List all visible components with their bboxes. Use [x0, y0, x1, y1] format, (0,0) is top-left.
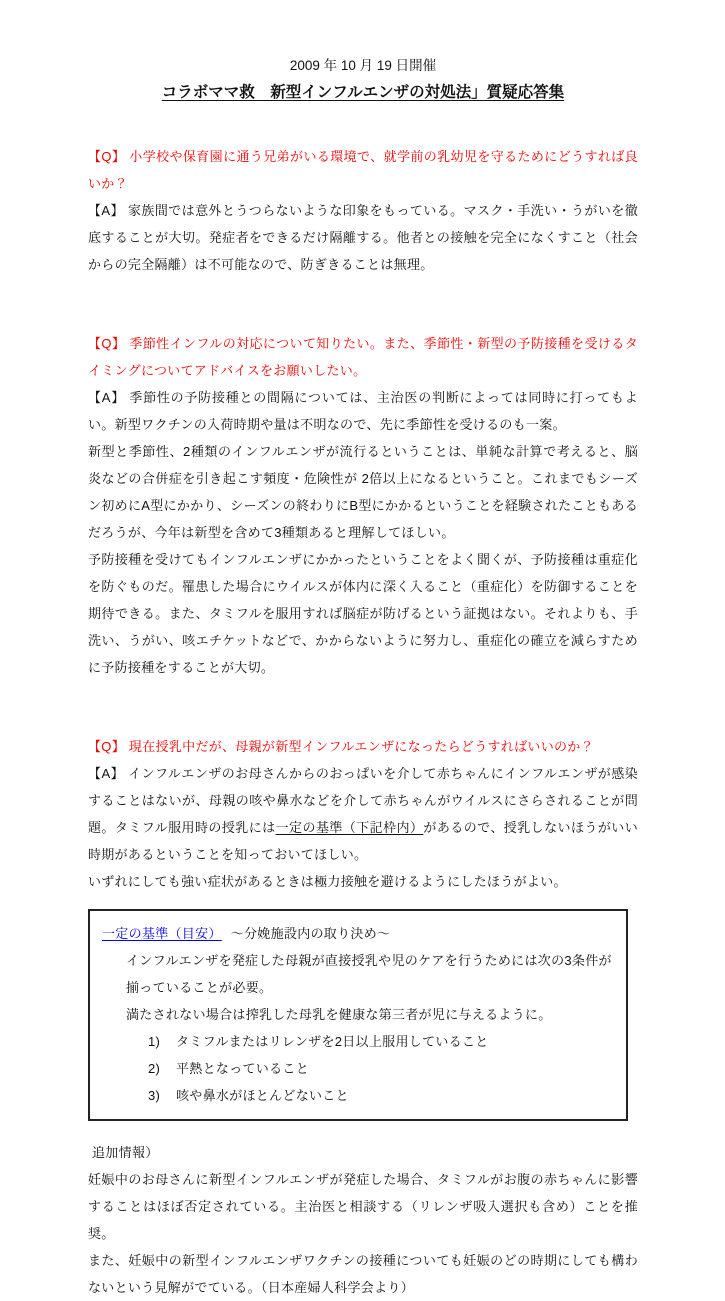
qa2-answer-p3: 予防接種を受けてもインフルエンザにかかったということをよく聞くが、予防接種は重症化を防ぐものだ。罹患した場合にウイルスが体内に深く入ること（重症化）を防御することを期待できる。また、タミフルを服用すれば脳症が防げるという証拠はない。それよりも、手洗い、うがい、咳エチケットなどで、かからないように努力し、重症化の確立を減らすために予防接種をすることが大切。 — [88, 552, 638, 675]
list-item-text: タミフルまたはリレンザを2日以上服用していること — [176, 1034, 489, 1049]
additional-info-p2: また、妊娠中の新型インフルエンザワクチンの接種についても妊娠のどの時期にしても構わないという見解がでている。（日本産婦人科学会より） — [88, 1253, 638, 1295]
qa3-answer — [88, 760, 638, 868]
criteria-intro-line-1: インフルエンザを発症した母親が直接授乳や児のケアを行うためには次の3条件が揃っていることが必要。 — [126, 953, 612, 995]
list-item-number: 2) — [148, 1061, 161, 1076]
qa1-question: 【Q】 小学校や保育園に通う兄弟がいる環境で、就学前の乳幼児を守るためにどうすれば良いか？ — [88, 149, 638, 191]
criteria-intro-line-2: 満たされない場合は搾乳した母乳を健康な第三者が児に与えるように。 — [126, 1007, 552, 1022]
list-item — [148, 1082, 614, 1109]
qa3-answer-underlined-ref: 一定の基準（下記枠内） — [275, 820, 424, 835]
list-item — [148, 1055, 614, 1082]
qa2-answer-p1: 【A】 季節性の予防接種との間隔については、主治医の判断によっては同時に打ってもよい。新型ワクチンの入荷時期や量は不明なので、先に季節性を受けるのも一案。 — [88, 390, 638, 432]
document-date: 2009 年 10 月 19 日開催 — [289, 58, 437, 73]
qa-section-2 — [88, 330, 638, 681]
qa3-answer-p2: いずれにしても強い症状があるときは極力接触を避けるようにしたほうがよい。 — [88, 874, 567, 889]
qa1-answer: 【A】 家族間では意外とうつらないような印象をもっている。マスク・手洗い・うがいを徹底することが大切。発症者をできるだけ隔離する。他者との接触を完全になくすこと（社会からの完全隔離）は不可能なので、防ぎきることは無理。 — [88, 203, 638, 272]
criteria-list — [148, 1028, 614, 1109]
additional-info-p1: 妊娠中のお母さんに新型インフルエンザが発症した場合、タミフルがお腹の赤ちゃんに影響することはほぼ否定されている。主治医と相談する（リレンザ吸入選択も含め）ことを推奨。 — [88, 1172, 638, 1241]
qa3-question: 【Q】 現在授乳中だが、母親が新型インフルエンザになったらどうすればいいのか？ — [88, 739, 594, 754]
qa-section-3 — [88, 733, 638, 895]
qa2-question: 【Q】 季節性インフルの対応について知りたい。また、季節性・新型の予防接種を受けるタイミングについてアドバイスをお願いしたい。 — [88, 336, 638, 378]
additional-info-section — [88, 1139, 638, 1301]
document-content — [88, 56, 638, 1301]
document-title — [88, 81, 638, 105]
document-title-text: コラボママ救 新型インフルエンザの対処法」質疑応答集 — [161, 84, 565, 101]
additional-info-label: 追加情報） — [92, 1145, 159, 1160]
qa3-answer-text-2: があるので、授乳しないほうがいい時期があるということを知っておいてほしい。 — [88, 820, 638, 862]
list-item-text: 咳や鼻水がほとんどないこと — [176, 1088, 349, 1103]
qa2-answer-p2: 新型と季節性、2種類のインフルエンザが流行るということは、単純な計算で考えると、脳炎などの合併症を引き起こす頻度・危険性が 2倍以上になるということ。これまでもシーズン初めにA型にかかり、シーズンの終わりにB型にかかるということを経験されたこともあるだろうが、今年は新型を含めて3種類あると理解してほしい。 — [88, 444, 638, 540]
criteria-standard-link[interactable]: 一定の基準（目安） — [102, 926, 222, 941]
list-item-text: 平熱となっていること — [176, 1061, 310, 1076]
list-item-number: 3) — [148, 1088, 161, 1103]
qa3-answer-text-1: 【A】 インフルエンザのお母さんからのおっぱいを介して赤ちゃんにインフルエンザが感染することはないが、母親の咳や鼻水などを介して赤ちゃんがウイルスにさらされることが問題。タミフル服用時の授乳には — [88, 766, 638, 835]
criteria-box — [88, 909, 628, 1121]
list-item — [148, 1028, 614, 1055]
qa-section-1 — [88, 143, 638, 278]
list-item-number: 1) — [148, 1034, 161, 1049]
criteria-heading-subtitle: ～分娩施設内の取り決め～ — [230, 926, 391, 941]
criteria-box-heading — [102, 920, 614, 947]
